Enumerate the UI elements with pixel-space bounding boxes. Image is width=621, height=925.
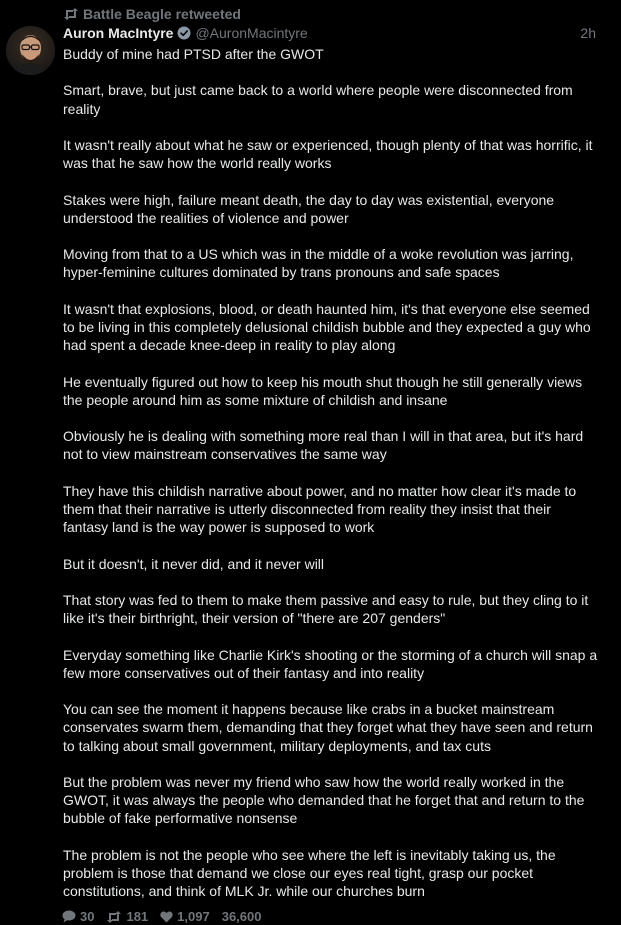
tweet-paragraph: Stakes were high, failure meant death, the day to day was existential, everyone understood the realities of violence and power bbox=[63, 191, 555, 226]
tweet-paragraph: Smart, brave, but just came back to a world where people were disconnected from reality bbox=[63, 82, 573, 117]
reply-icon bbox=[62, 910, 76, 923]
tweet-paragraph: Moving from that to a US which was in the middle of a woke revolution was jarring, hyper-feminine cultures dominated by trans pronouns and safe spaces bbox=[63, 246, 574, 281]
tweet-paragraph: He eventually figured out how to keep his mouth shut though he still generally views the people around him as some mixture of childish and insane bbox=[63, 373, 583, 408]
views-stat[interactable] bbox=[222, 909, 262, 924]
like-count: 1,097 bbox=[177, 909, 210, 924]
tweet-paragraph: Everyday something like Charlie Kirk's shooting or the storming of a church will snap a few more conservatives out of their fantasy and into reality bbox=[63, 646, 598, 681]
reply-button[interactable] bbox=[62, 909, 94, 924]
avatar[interactable] bbox=[6, 26, 55, 75]
tweet-paragraph: It wasn't really about what he saw or experienced, though plenty of that was horrific, it was that he saw how the world really works bbox=[63, 136, 593, 172]
timestamp[interactable]: 2h bbox=[580, 25, 596, 41]
retweet-label: Battle Beagle retweeted bbox=[83, 6, 241, 22]
retweet-button[interactable] bbox=[106, 909, 148, 924]
retweet-icon bbox=[63, 8, 79, 20]
tweet-actions bbox=[62, 908, 261, 925]
retweet-icon bbox=[106, 911, 122, 923]
tweet-paragraph: But the problem was never my friend who saw how the world really worked in the GWOT, it was always the people who demanded that he forget that and return to the bubble of fake performative nonsense bbox=[63, 773, 585, 827]
tweet-paragraph: Obviously he is dealing with something more real than I will in that area, but it's hard not to view mainstream conservatives the same way bbox=[63, 428, 584, 463]
tweet-paragraph: They have this childish narrative about power, and no matter how clear it's made to them that their narrative is utterly disconnected from reality they insist that their fantasy land is the way power is supposed to work bbox=[63, 482, 577, 536]
retweet-context[interactable] bbox=[63, 5, 241, 23]
tweet-header bbox=[63, 24, 596, 42]
tweet-paragraph: But it doesn't, it never did, and it never will bbox=[63, 555, 325, 572]
tweet-paragraph: It wasn't that explosions, blood, or death haunted him, it's that everyone else seemed to be living in this completely delusional childish bubble and they expected a guy who had spent a decade knee-deep in reality to play along bbox=[63, 300, 591, 354]
tweet-paragraph: Buddy of mine had PTSD after the GWOT bbox=[63, 46, 324, 62]
heart-icon bbox=[160, 911, 173, 923]
retweet-count: 181 bbox=[126, 909, 149, 924]
tweet-paragraph: That story was fed to them to make them passive and easy to rule, but they cling to it like it's their birthright, their version of "there are 207 genders" bbox=[63, 591, 589, 627]
view-count: 36,600 bbox=[221, 909, 262, 924]
author-name[interactable]: Auron MacIntyre bbox=[63, 25, 174, 41]
reply-count: 30 bbox=[80, 909, 95, 924]
verified-badge-icon bbox=[177, 26, 191, 40]
like-button[interactable] bbox=[160, 909, 210, 924]
tweet-paragraph: You can see the moment it happens because like crabs in a bucket mainstream conservates swarm them, demanding that they forget what they have seen and return to talking about small government, military deployments, and tax cuts bbox=[63, 701, 593, 754]
tweet-paragraph: The problem is not the people who see where the left is inevitably taking us, the problem is those that demand we close our eyes real tight, grasp our pocket constitutions, and think of MLK Jr. while our churches burn bbox=[63, 846, 556, 900]
author-handle[interactable]: @AuronMacintyre bbox=[195, 25, 308, 41]
tweet-text bbox=[63, 45, 598, 919]
